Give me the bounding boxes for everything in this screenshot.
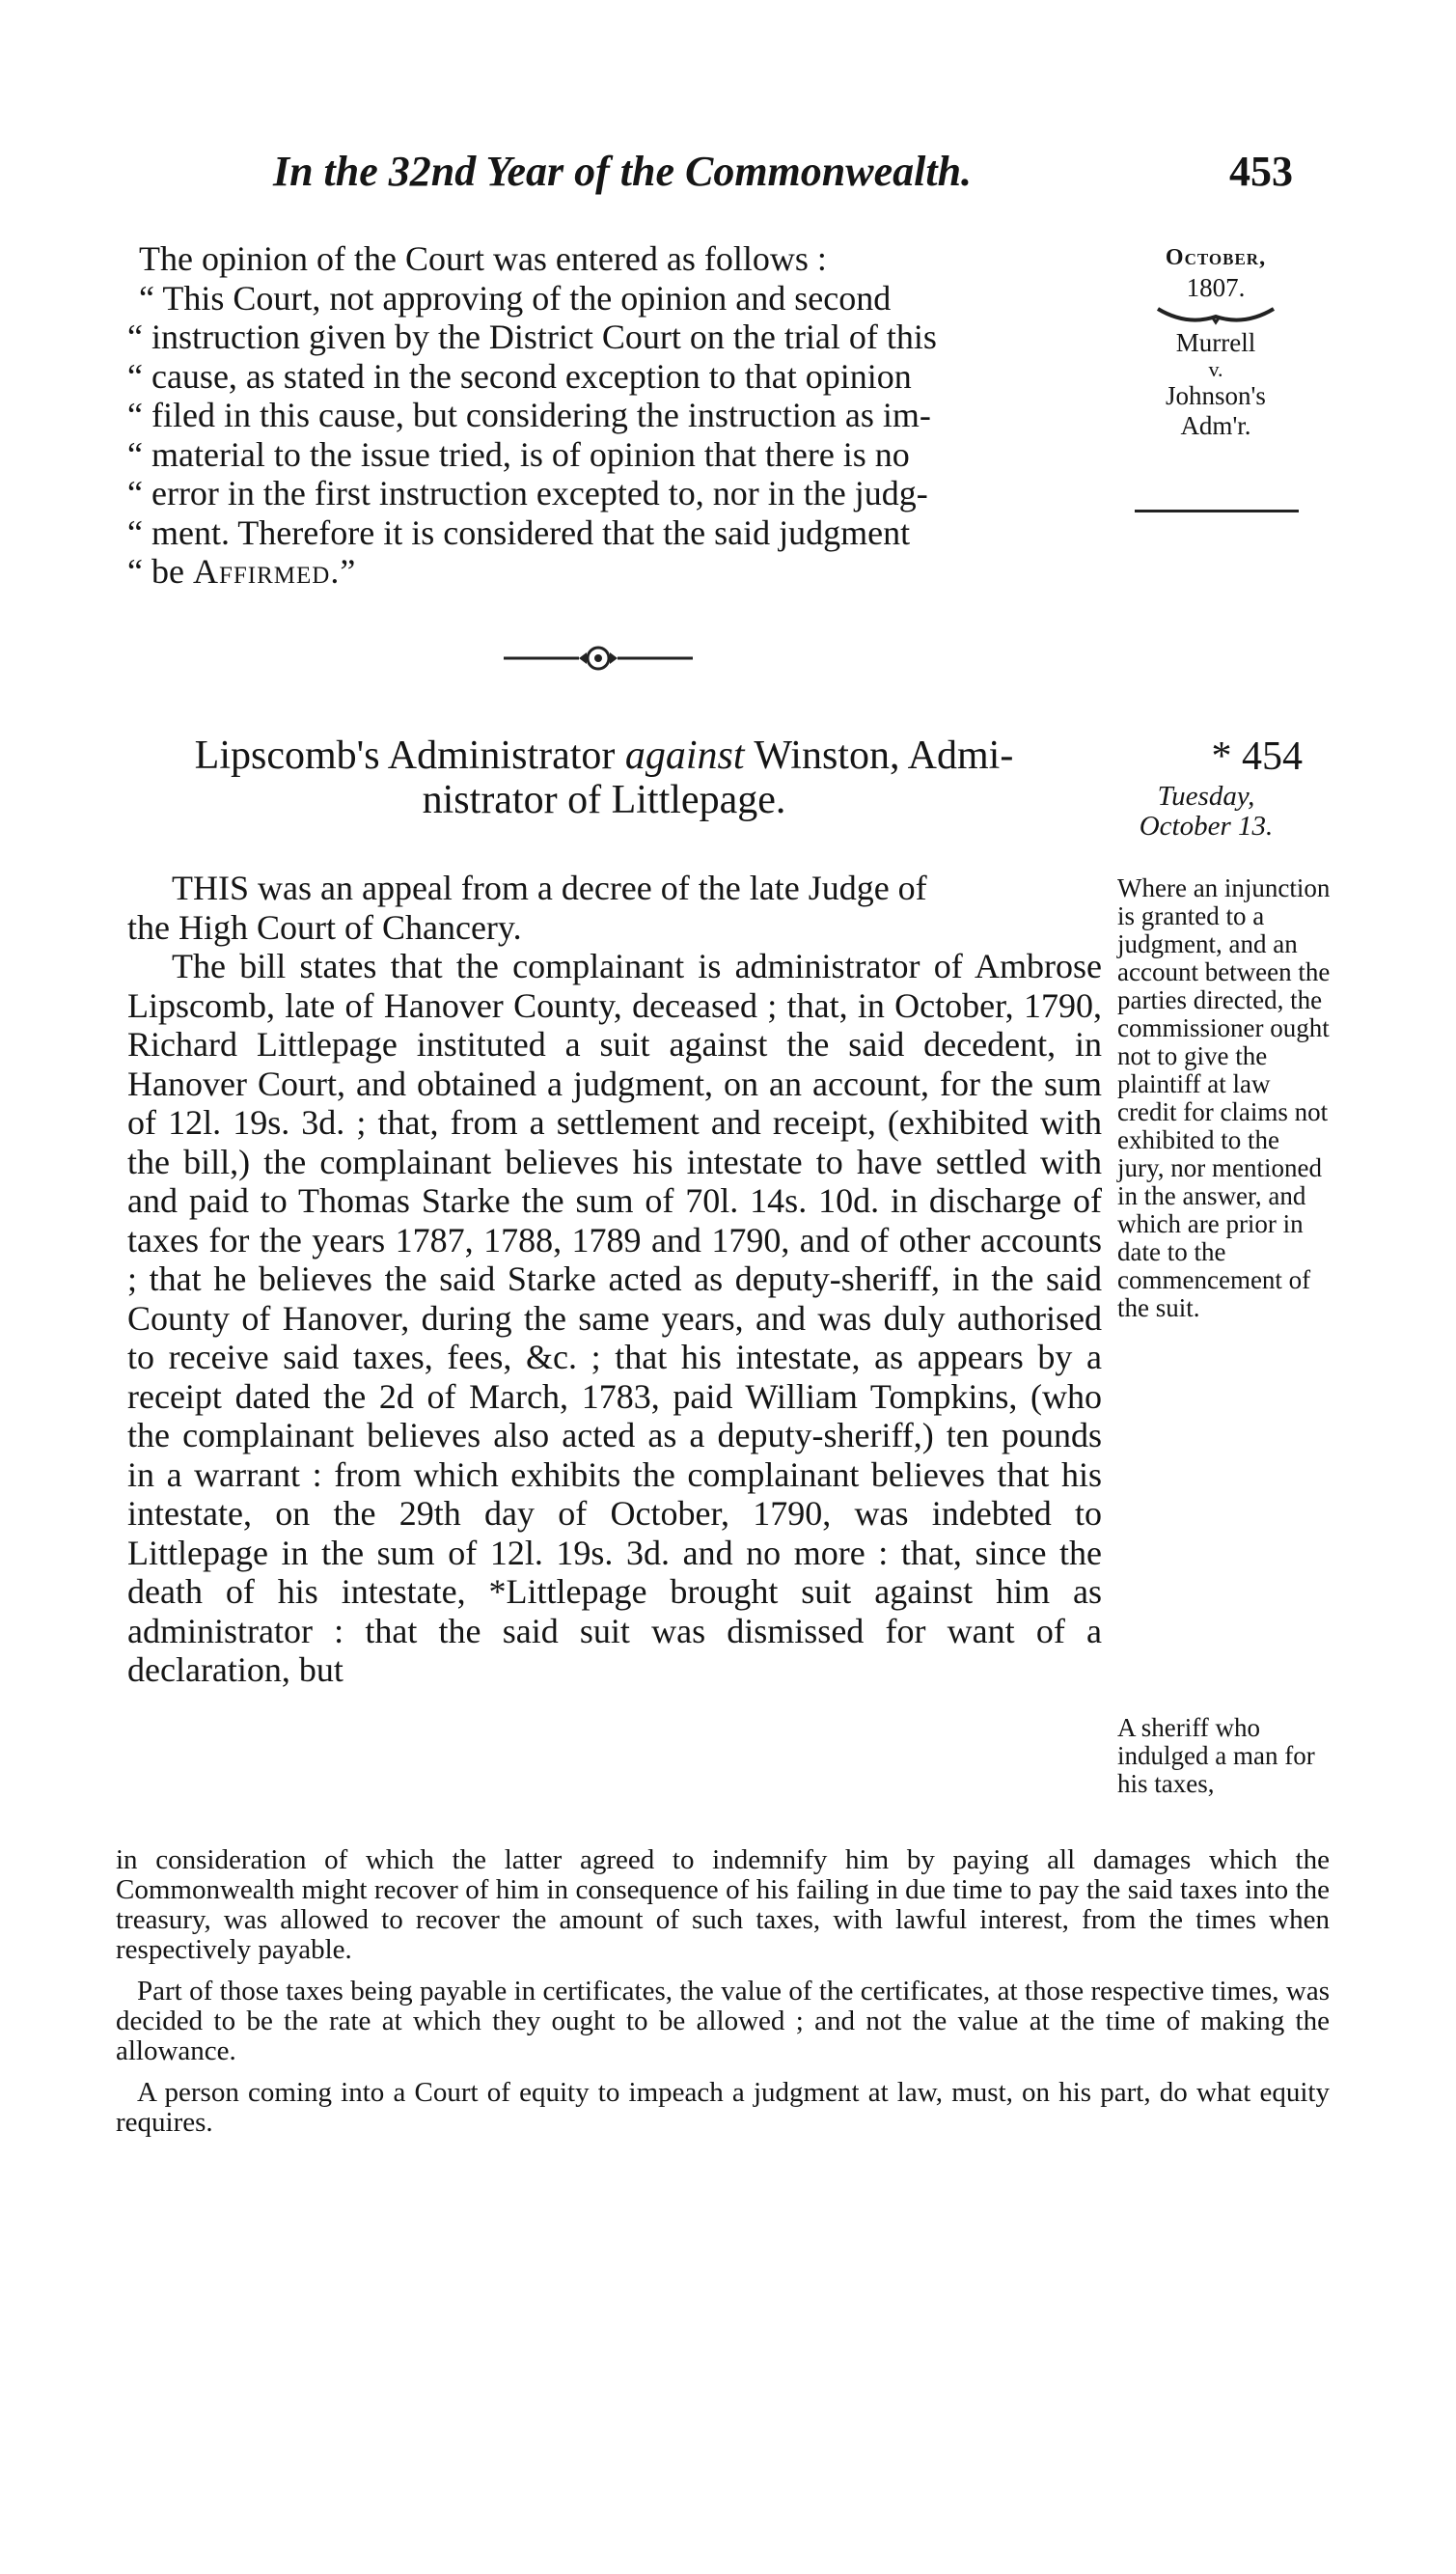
body-paragraph-1-line-1: THIS was an appeal from a decree of the late Judge of xyxy=(172,869,927,907)
page-number: 453 xyxy=(1229,148,1293,195)
opinion-line: “ cause, as stated in the second exception to that opinion xyxy=(127,356,912,396)
court-opinion xyxy=(127,239,1102,592)
case-body xyxy=(127,869,1102,1690)
opinion-line: “ material to the issue tried, is of opinion that there is no xyxy=(127,434,910,474)
side-case-heading xyxy=(1119,243,1312,441)
side-case-party-1: Murrell xyxy=(1175,328,1256,357)
side-case-party-3: Adm'r. xyxy=(1180,411,1251,440)
headnote-first: Where an injunction is granted to a judgment, and an account between the parties directed, the commissioner ought not to give the plaintiff at law credit for claims not exhibited to the jury, nor mentioned in the answer, and which are prior in date to the commencement of the suit. xyxy=(1117,873,1331,1322)
body-paragraph-2: The bill states that the complainant is administrator of Ambrose Lipscomb, late of Hanover County, deceased ; that, in October, 1790, Richard Littlepage instituted a suit against the said decedent, in Hanover Court, and obtained a judgment, on an account, for the sum of 12l. 19s. 3d. ; that, from a settlement and receipt, (exhibited with the bill,) the complainant believes his intestate to have settled with and paid to Thomas Starke the sum of 70l. 14s. 10d. in discharge of taxes for the years 1787, 1788, 1789 and 1790, and of other accounts ; that he believes the said Starke acted as deputy-sheriff, in the said County of Hanover, during the same years, and was duly authorised to receive said taxes, fees, &c. ; that his intestate, as appears by a receipt dated the 2d of March, 1783, paid William Tompkins, (who the complainant believes also acted as a deputy-sheriff,) ten pounds in a warrant : from which exhibits the complainant believes that his intestate, on the 29th day of October, 1790, was indebted to Littlepage in the sum of 12l. 19s. 3d. and no more : that, since the death of his intestate, *Littlepage brought suit against him as administrator : that the said suit was dismissed for want of a declaration, but xyxy=(127,947,1102,1689)
side-case-versus: v. xyxy=(1208,357,1223,381)
case-day: Tuesday, xyxy=(1157,781,1255,812)
side-case-party-2: Johnson's xyxy=(1166,381,1266,410)
case-date-text: October 13. xyxy=(1139,811,1274,842)
affirmed-word: Affirmed. xyxy=(192,552,341,591)
case-title-against: against xyxy=(624,733,745,778)
opinion-line: “ filed in this cause, but considering the instruction as im- xyxy=(127,396,931,434)
side-month: October, xyxy=(1165,245,1267,270)
case-title-line-1 xyxy=(93,733,1115,778)
body-paragraph-1-line-2: the High Court of Chancery. xyxy=(127,907,522,947)
brace-ornament-icon xyxy=(1119,303,1312,328)
opinion-line: “ This Court, not approving of the opinion and second xyxy=(139,278,892,318)
case-title xyxy=(93,733,1115,822)
opinion-line: “ instruction given by the District Court on the trial of this xyxy=(127,318,937,356)
opinion-last-suffix: ” xyxy=(340,552,356,591)
opinion-line: “ error in the first instruction excepted to, nor in the judg- xyxy=(127,474,928,512)
running-header-title: In the 32nd Year of the Commonwealth. xyxy=(272,148,973,195)
opinion-line: “ ment. Therefore it is considered that the said judgment xyxy=(127,512,911,552)
case-title-line-2: nistrator of Littlepage. xyxy=(422,778,786,822)
opinion-last-line xyxy=(127,552,1102,592)
case-title-part1: Lipscomb's Administrator xyxy=(194,733,625,778)
footnotes xyxy=(116,1845,1330,2138)
star-page-marker: * 454 xyxy=(1211,734,1303,779)
headnote-second: A sheriff who indulged a man for his taxes, xyxy=(1117,1713,1315,1798)
footnote-2: Part of those taxes being payable in certificates, the value of the certificates, at those respective times, was decided to be the rate at which they ought to be allowed ; and not the value at the time of making the allowance. xyxy=(116,1976,1330,2066)
side-year: 1807. xyxy=(1186,273,1246,302)
case-date xyxy=(1110,782,1303,842)
opinion-line: The opinion of the Court was entered as follows : xyxy=(139,239,827,278)
opinion-last-prefix: “ be xyxy=(127,552,193,591)
footnote-1: in consideration of which the latter agreed to indemnify him by paying all damages which the Commonwealth might recover of him in consequence of his failing in due time to pay the said taxes into the treasury, was allowed to recover the amount of such taxes, with lawful interest, from the times when respectively payable. xyxy=(116,1844,1330,1965)
case-title-part2: Winston, Admi- xyxy=(744,733,1014,778)
section-divider-ornament-icon xyxy=(502,645,695,672)
footnote-3: A person coming into a Court of equity to impeach a judgment at law, must, on his part, do what equity requires. xyxy=(116,2077,1330,2138)
side-rule xyxy=(1135,510,1299,512)
